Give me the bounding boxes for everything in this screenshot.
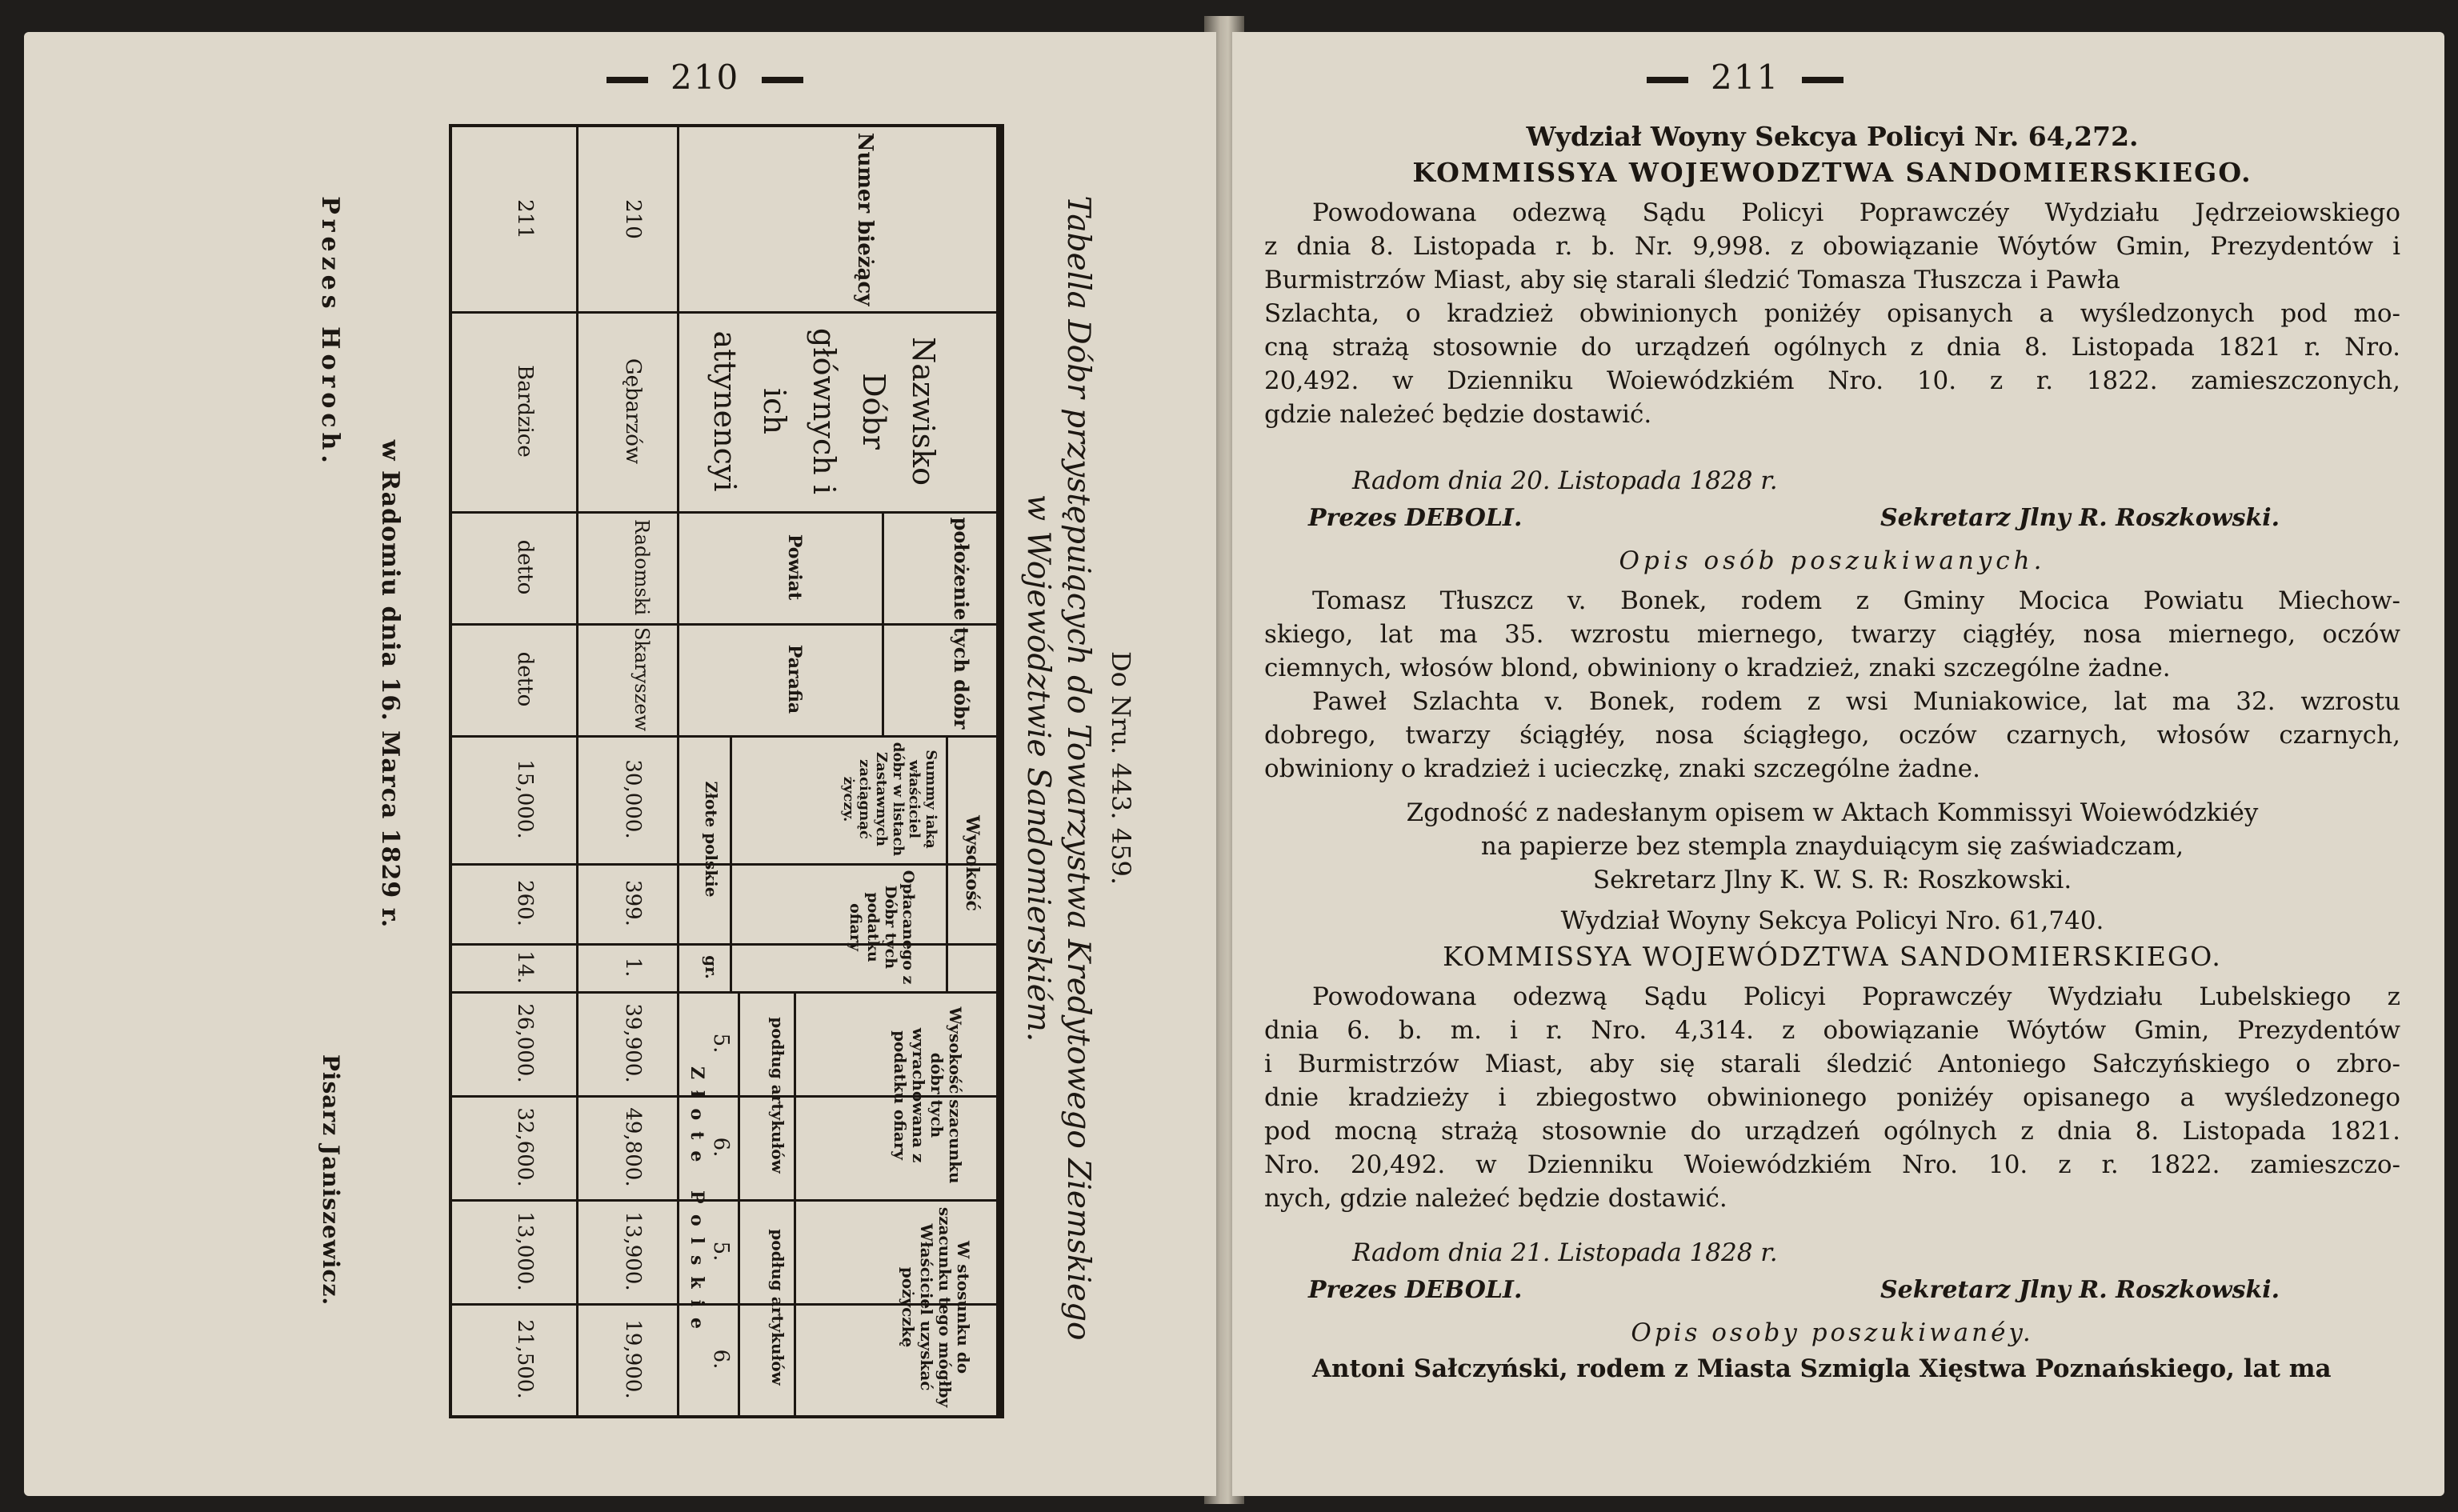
block2-commission: KOMMISSYA WOJEWÓDZTWA SANDOMIERSKIEGO. <box>1443 941 2222 972</box>
row2-powiat: detto <box>513 539 537 595</box>
row1-powiat: Radomski <box>631 518 653 616</box>
header-szacunek: Wysokość szacunku dóbr tych wyrachowana z podatku ofiary <box>891 1006 965 1184</box>
block1-line: z dnia 8. Listopada r. b. Nr. 9,998. z obowiązanie Wóytów Gmin, Prezydentów i Burmistrzów Miast, aby się starali śledzić Tomasza Tłuszcza i Pawła <box>1264 232 2400 294</box>
row2-name: Bardzice <box>513 365 537 458</box>
block1-line: cną strażą stosownie do urządzeń ogólnych z dnia 8. Listopada 1821 r. Nro. <box>1264 333 2400 362</box>
block2-prezes: Prezes DEBOLI. <box>1308 1276 1523 1304</box>
header-zlote-polskie: Złote Polskie <box>687 1066 707 1340</box>
block1-text-rest <box>1264 230 2400 431</box>
block1-line: Szlachta, o kradzież obwinionych poniżéy opisanych a wyśledzonych pod mo- <box>1264 299 2400 328</box>
header-art-a6: 6. <box>709 1137 733 1158</box>
block1-prezes: Prezes DEBOLI. <box>1308 504 1523 532</box>
header-art-a: podług artykułów <box>768 1017 787 1174</box>
row2-num: 211 <box>513 199 537 239</box>
table-subtitle: w Województwie Sandomierskiém. <box>1020 494 1056 1042</box>
rotated-table-section <box>152 124 1136 1412</box>
row1-b6: 19,900. <box>621 1319 645 1399</box>
block1-line: Powodowana odezwą Sądu Policyi Poprawczéy Wydziału Jędrzeiowskiego <box>1312 198 2400 227</box>
row1-a5: 39,900. <box>621 1003 645 1083</box>
desc-line: obwiniony o kradzież i ucieczkę, znaki szczególne żadne. <box>1264 754 1980 783</box>
block1-line: gdzie należeć będzie dostawić. <box>1264 400 1652 429</box>
header-art-a5: 5. <box>709 1033 733 1054</box>
header-oplacanego: Opłacanego z Dóbr tych podatku ofiary <box>847 870 917 985</box>
block1-text <box>1264 196 2400 230</box>
header-art-b5: 5. <box>709 1241 733 1262</box>
row2-b5: 13,000. <box>513 1211 537 1291</box>
block1-header: Wydział Woyny Sekcya Policyi Nr. 64,272. <box>1526 121 2139 152</box>
row2-parafia: detto <box>513 651 537 707</box>
row1-summa: 30,000. <box>621 759 645 839</box>
zgodnosc-line: Sekretarz Jlny K. W. S. R: Roszkowski. <box>1592 866 2072 894</box>
printer-signature: Pisarz Janiszewicz. <box>318 1054 344 1306</box>
row2-oplata: 260. <box>513 880 537 926</box>
row1-a6: 49,800. <box>621 1107 645 1187</box>
header-nazwisko: Nazwisko Dóbr głównych i ich attynencyi <box>707 328 941 494</box>
block1-commission: KOMMISSYA WOJEWODZTWA SANDOMIERSKIEGO. <box>1412 157 2252 188</box>
desc-line: ciemnych, włosów blond, obwiniony o kradzież, znaki szczególne żadne. <box>1264 654 2171 682</box>
block2-line: dnia 6. b. m. i r. Nro. 4,314. z obowiązanie Wóytów Gmin, Prezydentów <box>1264 1016 2400 1045</box>
right-page <box>1232 32 2444 1496</box>
block1-zgodnosc <box>1264 796 2400 897</box>
row2-b6: 21,500. <box>513 1319 537 1399</box>
place-date: w Radomiu dnia 16. Marca 1829 r. <box>376 439 404 929</box>
desc-line: skiego, lat ma 35. wzrostu miernego, twarzy ciągłéy, nosa miernego, oczów <box>1264 620 2400 649</box>
header-zlote: Złote polskie <box>702 781 721 898</box>
block1-date: Radom dnia 20. Listopada 1828 r. <box>1352 466 1778 495</box>
row2-summa: 15,000. <box>513 759 537 839</box>
row2-gr: 14. <box>513 950 537 984</box>
row1-num: 210 <box>621 199 645 239</box>
header-art-b: podług artykułów <box>768 1229 787 1386</box>
signer: Prezes Horoch. <box>316 196 344 468</box>
reference-number: Do Nru. 443. 459. <box>1106 650 1136 885</box>
row1-parafia: Skaryszew <box>631 626 653 732</box>
block2-line: pod mocną strażą stosownie do urządzeń ogólnych z dnia 8. Listopada 1821. <box>1264 1117 2400 1146</box>
header-wysokosc: Wysokość <box>962 815 983 911</box>
block1-line: 20,492. w Dzienniku Woiewódzkiém Nro. 10. z r. 1822. zamieszczonych, <box>1264 366 2400 395</box>
block2-line: dnie kradzieży i zbiegostwo obwinionego poniżéy opisanego a wyśledzonego <box>1264 1083 2400 1112</box>
row2-a6: 32,600. <box>513 1107 537 1187</box>
desc-line: Paweł Szlachta v. Bonek, rodem z wsi Muniakowice, lat ma 32. wzrostu <box>1312 687 2400 716</box>
block1-desc <box>1264 584 2400 786</box>
header-parafia: Parafia <box>784 644 805 714</box>
block2-line: Nro. 20,492. w Dzienniku Woiewódzkiém Nro. 10. z r. 1822. zamieszczo- <box>1264 1150 2400 1179</box>
block2-opis: Opis osoby poszukiwanéy. <box>1631 1318 2034 1347</box>
block2-line: Powodowana odezwą Sądu Policyi Poprawczéy Wydziału Lubelskiego z <box>1312 982 2400 1011</box>
block2-sekretarz: Sekretarz Jlny R. Roszkowski. <box>1880 1276 2280 1304</box>
row1-b5: 13,900. <box>621 1211 645 1291</box>
page-number-left: 210 <box>584 58 826 97</box>
row2-a5: 26,000. <box>513 1003 537 1083</box>
block2-text <box>1264 980 2400 1215</box>
page-number-right: 211 <box>1624 58 1866 97</box>
block1-sekretarz: Sekretarz Jlny R. Roszkowski. <box>1880 504 2280 532</box>
block2-date: Radom dnia 21. Listopada 1828 r. <box>1352 1238 1778 1267</box>
block2-line: i Burmistrzów Miast, aby się starali śledzić Antoniego Sałczyńskiego o zbro- <box>1264 1050 2400 1078</box>
table-title: Tabella Dóbr przystępuiących do Towarzystwa Kredytowego Ziemskiego <box>1060 195 1096 1341</box>
header-stosunek: W stosunku do szacunku tego mógłby Właściciel uzyskać pożyczkę <box>899 1206 973 1408</box>
zgodnosc-line: na papierze bez stempla znayduiącym się zaświadczam, <box>1480 832 2184 861</box>
header-summy: Summy iaką właściciel dóbr w listach Zastawnych zaciągnąć życzy. <box>839 742 939 857</box>
block2-line: nych, gdzie należeć będzie dostawić. <box>1264 1184 1727 1213</box>
zgodnosc-line: Zgodność z nadesłanym opisem w Aktach Kommissyi Woiewódzkiéy <box>1406 798 2259 827</box>
desc-line: Tomasz Tłuszcz v. Bonek, rodem z Gminy Mocica Powiatu Miechow- <box>1312 586 2400 615</box>
block1-opis: Opis osób poszukiwanych. <box>1619 546 2046 575</box>
block2-last-line: Antoni Sałczyński, rodem z Miasta Szmigla Xięstwa Poznańskiego, lat ma <box>1312 1354 2332 1383</box>
header-powiat: Powiat <box>784 534 805 601</box>
row1-gr: 1. <box>621 957 645 978</box>
header-numer: Numer bieżący <box>853 132 877 306</box>
estates-table <box>449 124 1004 1418</box>
block2-header: Wydział Woyny Sekcya Policyi Nro. 61,740. <box>1560 906 2104 935</box>
row1-name: Gębarzów <box>621 358 645 465</box>
header-gr: gr. <box>702 955 721 979</box>
desc-line: dobrego, twarzy ściągłéy, nosa ściągłego, oczów czarnych, włosów czarnych, <box>1264 721 2400 750</box>
row1-oplata: 399. <box>621 880 645 926</box>
header-art-b6: 6. <box>709 1349 733 1370</box>
header-polozenie: położenie tych dóbr <box>950 517 973 730</box>
